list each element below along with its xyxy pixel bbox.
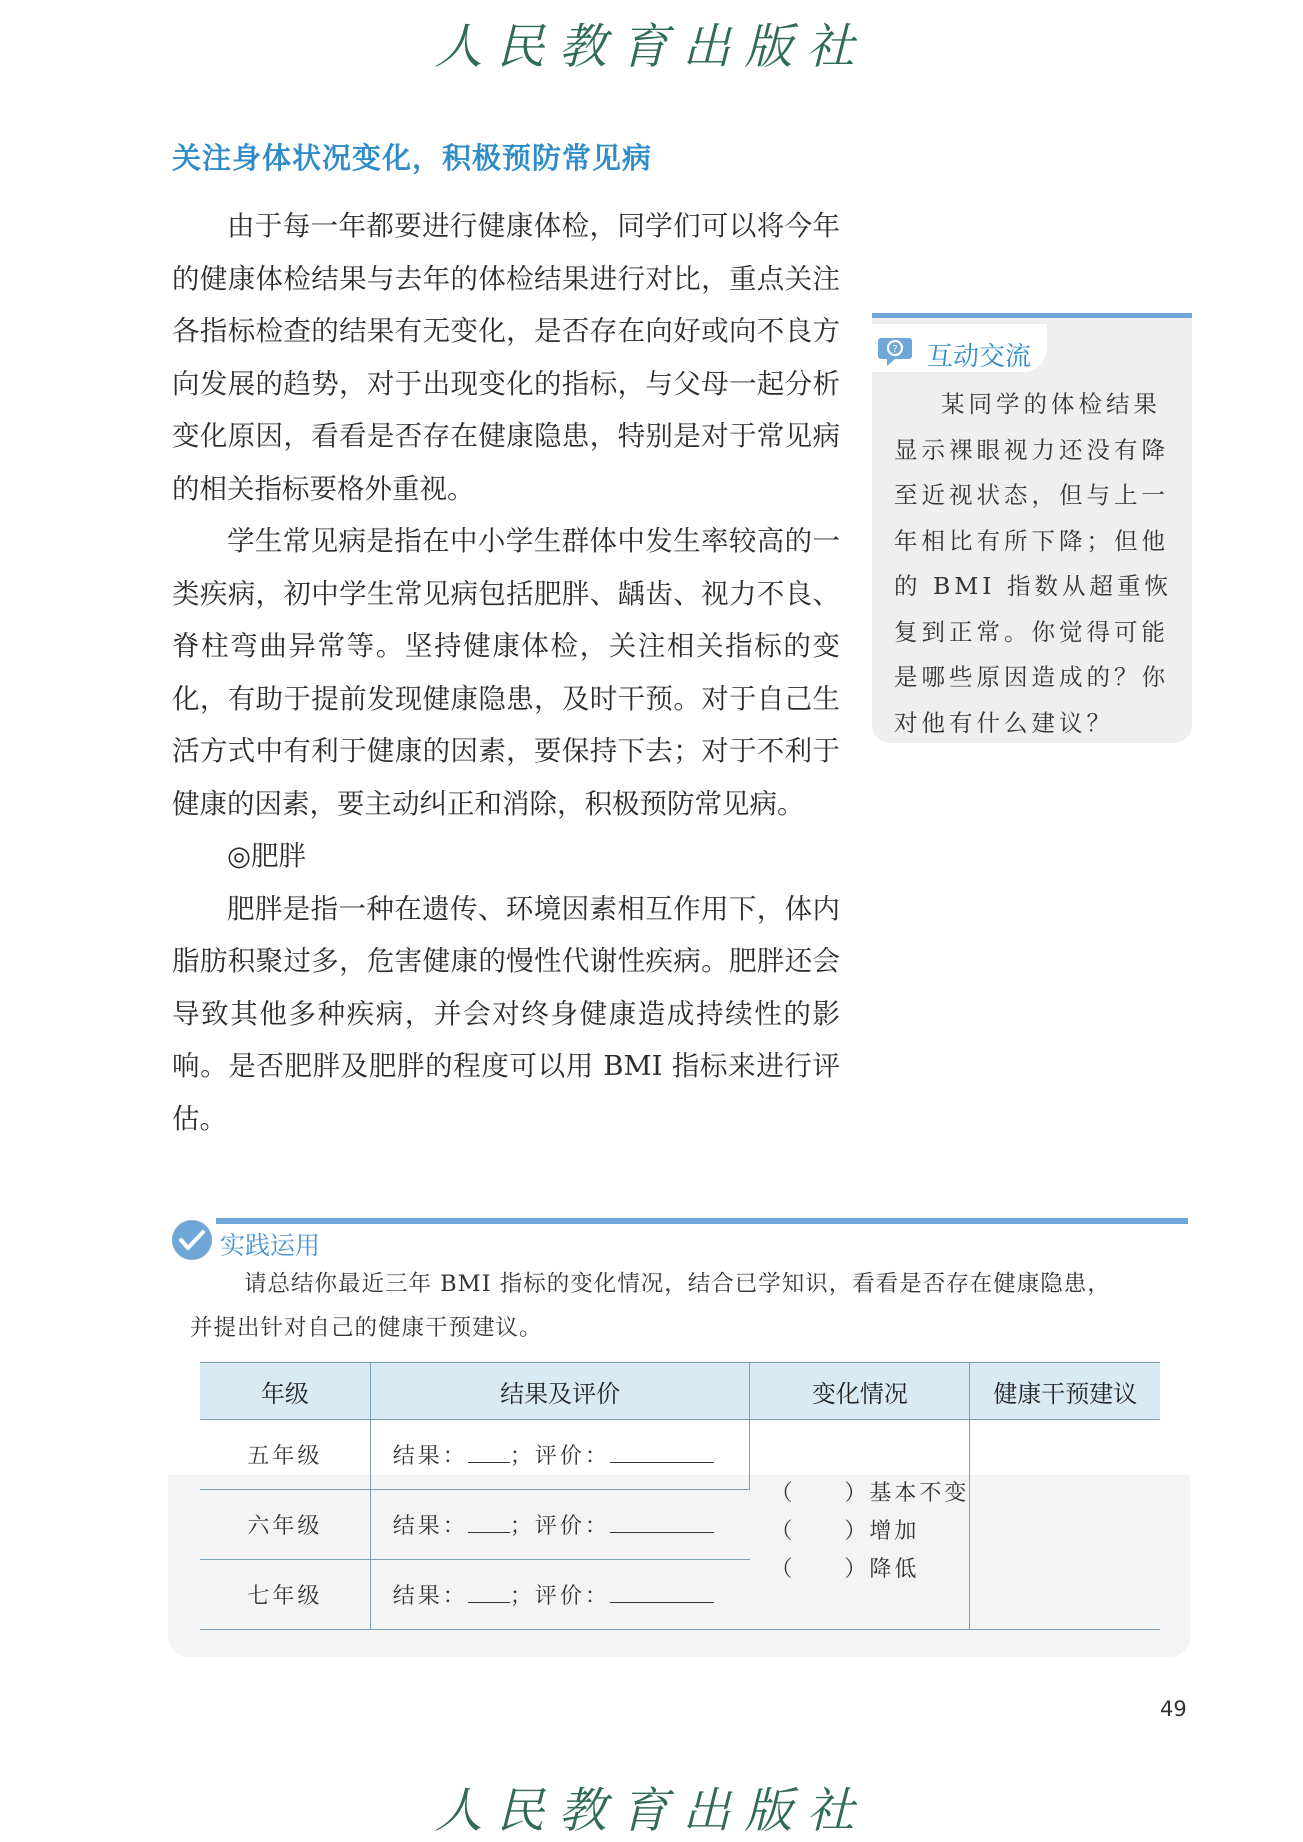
paren-close: ） xyxy=(844,1480,870,1506)
table-header-row xyxy=(200,1363,1160,1420)
practice-text-line1: 请总结你最近三年 BMI 指标的变化情况，结合已学知识，看看是否存在健康隐患， xyxy=(244,1271,1111,1297)
checkmark-pen-icon xyxy=(170,1218,214,1262)
interactive-discussion-box xyxy=(872,313,1192,743)
change-option-decrease[interactable] xyxy=(770,1551,969,1589)
result-cell xyxy=(370,1490,750,1560)
bmi-record-table xyxy=(200,1362,1160,1630)
section-title: 关注身体状况变化，积极预防常见病 xyxy=(172,141,653,175)
evaluation-label: ；评价： xyxy=(509,1444,610,1469)
paren-close: ） xyxy=(844,1556,870,1582)
sub-heading-obesity: ◎肥胖 xyxy=(227,840,306,872)
body-paragraph-3: 肥胖是指一种在遗传、环境因素相互作用下，体内脂肪积聚过多，危害健康的慢性代谢性疾病。肥胖还会导致其他多种疾病，并会对终身健康造成持续性的影响。是否肥胖及肥胖的程度可以用 BMI 指标来进行评估。 xyxy=(172,892,840,1135)
main-text xyxy=(172,200,840,1145)
change-option-increase[interactable] xyxy=(770,1513,969,1551)
option-label: 增加 xyxy=(869,1518,920,1544)
sidebar-header xyxy=(872,324,1047,372)
evaluation-blank[interactable] xyxy=(610,1584,714,1603)
result-label: 结果： xyxy=(392,1444,468,1469)
header-result-evaluation: 结果及评价 xyxy=(370,1363,750,1420)
page-number: 49 xyxy=(1160,1697,1187,1721)
sidebar-text: 某同学的体检结果显示裸眼视力还没有降至近视状态，但与上一年相比有所下降；但他的 BMI 指数从超重恢复到正常。你觉得可能是哪些原因造成的？你对他有什么建议？ xyxy=(894,390,1173,737)
result-blank[interactable] xyxy=(468,1584,510,1603)
paren-open: （ xyxy=(770,1556,796,1582)
practice-instructions xyxy=(190,1262,1180,1350)
paren-close: ） xyxy=(844,1518,870,1544)
speech-bubble-question-icon xyxy=(878,334,912,368)
evaluation-label: ；评价： xyxy=(509,1514,610,1539)
practice-text-line2: 并提出针对自己的健康干预建议。 xyxy=(190,1315,543,1341)
body-paragraph-2: 学生常见病是指在中小学生群体中发生率较高的一类疾病，初中学生常见病包括肥胖、龋齿、视力不良、脊柱弯曲异常等。坚持健康体检，关注相关指标的变化，有助于提前发现健康隐患，及时干预。对于自己生活方式中有利于健康的因素，要保持下去；对于不利于健康的因素，要主动纠正和消除，积极预防常见病。 xyxy=(172,525,840,820)
result-cell xyxy=(370,1420,750,1490)
practice-divider-bar xyxy=(216,1218,1188,1224)
publisher-watermark-top: 人民教育出版社 xyxy=(434,19,869,75)
intervention-advice-cell[interactable] xyxy=(970,1420,1160,1630)
evaluation-label: ；评价： xyxy=(509,1584,610,1609)
change-options-cell xyxy=(750,1420,970,1630)
grade-cell: 五年级 xyxy=(200,1420,370,1490)
result-label: 结果： xyxy=(392,1584,468,1609)
header-grade: 年级 xyxy=(200,1363,370,1420)
table-row xyxy=(200,1420,1160,1490)
evaluation-blank[interactable] xyxy=(610,1444,714,1463)
result-blank[interactable] xyxy=(468,1444,510,1463)
header-change: 变化情况 xyxy=(750,1363,970,1420)
practice-title: 实践运用 xyxy=(220,1231,321,1260)
body-paragraph-1: 由于每一年都要进行健康体检，同学们可以将今年的健康体检结果与去年的体检结果进行对比，重点关注各指标检查的结果有无变化，是否存在向好或向不良方向发展的趋势，对于出现变化的指标，与父母一起分析变化原因，看看是否存在健康隐患，特别是对于常见病的相关指标要格外重视。 xyxy=(172,210,840,505)
evaluation-blank[interactable] xyxy=(610,1514,714,1533)
grade-cell: 六年级 xyxy=(200,1490,370,1560)
paren-open: （ xyxy=(770,1518,796,1544)
svg-text:?: ? xyxy=(892,344,898,355)
option-label: 降低 xyxy=(869,1556,920,1582)
change-option-unchanged[interactable] xyxy=(770,1475,969,1513)
result-cell xyxy=(370,1560,750,1630)
sidebar-title: 互动交流 xyxy=(927,342,1032,372)
header-intervention-advice: 健康干预建议 xyxy=(970,1363,1160,1420)
grade-cell: 七年级 xyxy=(200,1560,370,1630)
result-label: 结果： xyxy=(392,1514,468,1539)
paren-open: （ xyxy=(770,1480,796,1506)
option-label: 基本不变 xyxy=(869,1480,970,1506)
publisher-watermark-bottom: 人民教育出版社 xyxy=(434,1783,869,1839)
result-blank[interactable] xyxy=(468,1514,510,1533)
